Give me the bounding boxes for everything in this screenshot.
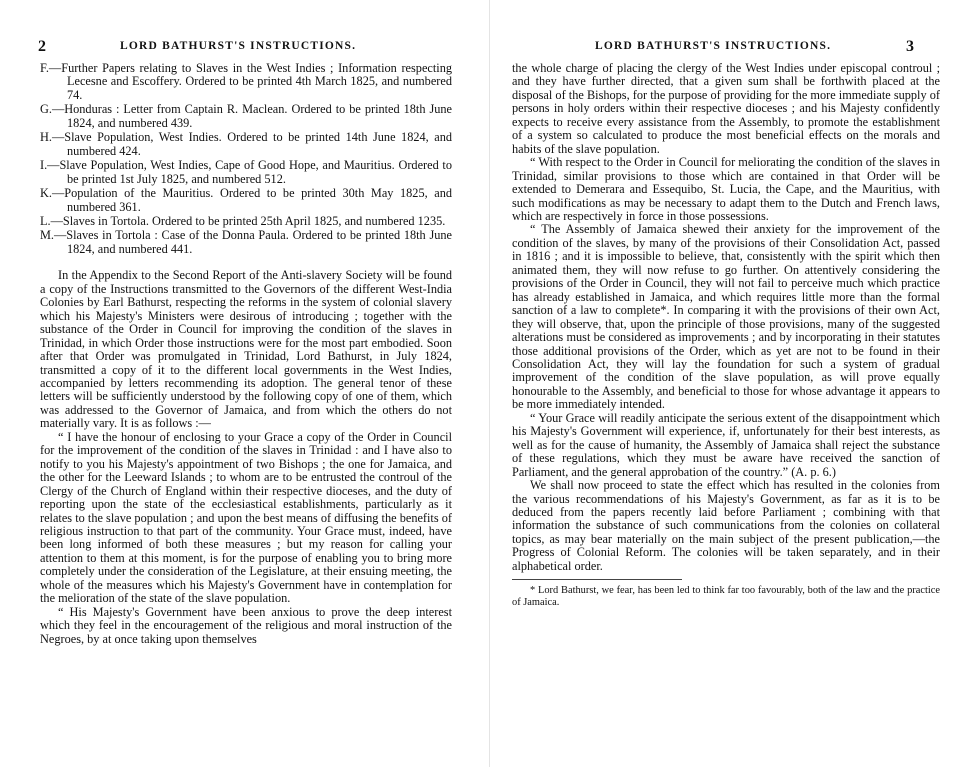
appendix-entry-m: M.—Slaves in Tortola : Case of the Donna Paula. Ordered to be printed 18th June 1824, and numbered 441.: [40, 228, 452, 256]
body-paragraph: “ Your Grace will readily anticipate the serious extent of the disappointment which his Majesty's Government will experience, if, unfortunately for their best interests, as well as for the cause of humanity, the Assembly of Jamaica shall reject the substance of these regulations, which they must be aware have received the sanction of Parliament, and the general approbation of the country.” (A. p. 6.): [512, 410, 940, 479]
right-column: [512, 62, 940, 609]
body-paragraph: “ I have the honour of enclosing to your Grace a copy of the Order in Council for the improvement of the condition of the slaves in Trinidad : and I have also to notify to you his Majesty's appointment of two Bishops ; the one for Jamaica, and the other for the Leeward Islands ; to whom are to be entrusted the controul of the Clergy of the Church of England within their respective dioceses, and the duty of reporting upon the state of the ecclesiastical establishments, particularly as it relates to the slave population ; and upon the best means of diffusing the benefits of religious instruction to that part of the community. Your Grace must, indeed, have been long informed of both these measures ; but my reason for calling your attention to them at this moment, is for the purpose of enabling you to bring more completely under the consideration of the Legislature, at their ensuing meeting, the whole of the measures which his Majesty's Government have in contemplation for the melioration of the state of the slave population.: [40, 429, 452, 606]
appendix-entry-g: G.—Honduras : Letter from Captain R. Maclean. Ordered to be printed 18th June 1824, and numbered 439.: [40, 102, 452, 130]
body-paragraph: “ With respect to the Order in Council for meliorating the condition of the slaves in Trinidad, similar provisions to those which are contained in that Order will be extended to Demerara and Essequibo, St. Lucia, the Cape, and the Mauritius, with such modifications as may be necessary to adapt them to the Dutch and French laws, which are respectively in force in those possessions.: [512, 155, 940, 223]
running-header-right: LORD BATHURST'S INSTRUCTIONS.: [595, 40, 832, 52]
appendix-entry-i: I.—Slave Population, West Indies, Cape of Good Hope, and Mauritius. Ordered to be printed 1st July 1825, and numbered 512.: [40, 158, 452, 186]
page-number-right: 3: [906, 38, 914, 55]
body-paragraph: the whole charge of placing the clergy of the West Indies under episcopal controul ; and they have further directed, that a given sum shall be forthwith placed at the disposal of the Bishops, for the purpose of providing for the more immediate supply of persons in holy orders within their respective dioceses ; and his Majesty confidently expects to receive every assistance from the Assembly, to promote the establishment of a system so calculated to produce the most beneficial effects on the morals and habits of the slave population.: [512, 61, 940, 156]
body-paragraph: We shall now proceed to state the effect which has resulted in the colonies from the various recommendations of his Majesty's Government, as far as it is to be deduced from the papers recently laid before Parliament ; combining with that information the substance of such communications from the colonies on collateral topics, as may bear materially on the main subject of the present publication,—the Progress of Colonial Reform. The colonies will be taken separately, and in their alphabetical order.: [512, 478, 940, 573]
footnote-rule: [512, 579, 682, 580]
running-header-left: LORD BATHURST'S INSTRUCTIONS.: [120, 40, 357, 52]
footnote: * Lord Bathurst, we fear, has been led to think far too favourably, both of the law and the practice of Jamaica.: [512, 585, 940, 609]
appendix-entry-l: L.—Slaves in Tortola. Ordered to be printed 25th April 1825, and numbered 1235.: [40, 213, 446, 228]
left-column: [40, 62, 452, 646]
right-page: [490, 0, 980, 767]
appendix-entry-h: H.—Slave Population, West Indies. Ordered to be printed 14th June 1824, and numbered 424.: [40, 130, 452, 158]
appendix-entry-f: F.—Further Papers relating to Slaves in the West Indies ; Information respecting Lecesne and Escoffery. Ordered to be printed 4th March 1825, and numbered 74.: [40, 61, 452, 102]
appendix-entry-k: K.—Population of the Mauritius. Ordered to be printed 30th May 1825, and numbered 361.: [40, 186, 452, 214]
page-number-left: 2: [38, 38, 46, 55]
body-paragraph: “ His Majesty's Government have been anxious to prove the deep interest which they feel in the encouragement of the religious and moral instruction of the Negroes, by at once taking upon themselves: [40, 604, 452, 646]
body-paragraph: “ The Assembly of Jamaica shewed their anxiety for the improvement of the condition of the slaves, by many of the provisions of their Consolidation Act, passed in 1816 ; and it is impossible to believe, that, consistently with the spirit which then animated them, they will now refuse to go further. On attentively considering the provisions of the Order in Council, they will not fail to perceive much which practice has already established in Jamaica, and which requires little more than the formal sanction of a law to complete*. In comparing it with the provisions of their own Act, they will observe, that, upon the principle of those provisions, many of the suggested alterations must be considered as improvements ; and by incorporating in their statutes those additional provisions of the Order, which as yet are not to be found in their Consolidation Act, they will lay the foundation for such a system of gradual improvement of the condition of the slave population, as will prove equally honourable to the Assembly, and beneficial to those for whose advantage it appears to be more immediately intended.: [512, 222, 940, 412]
body-paragraph: In the Appendix to the Second Report of the Anti-slavery Society will be found a copy of the Instructions transmitted to the Governors of the different West-India Colonies by Earl Bathurst, respecting the reforms in the system of colonial slavery which his Majesty's Ministers were desirous of introducing ; together with the substance of the Order in Council for improving the condition of the slaves in Trinidad, in which Order those instructions were for the most part embodied. Soon after that Order was promulgated in Trinidad, Lord Bathurst, in July 1824, transmitted a copy of it to the different local governments in the West Indies, accompanied by letters recommending its adoption. The general tenor of these letters will be sufficiently understood by the following copy of one of them, which was addressed to the Governor of Jamaica, and from which the others do not materially vary. It is as follows :—: [40, 268, 452, 431]
